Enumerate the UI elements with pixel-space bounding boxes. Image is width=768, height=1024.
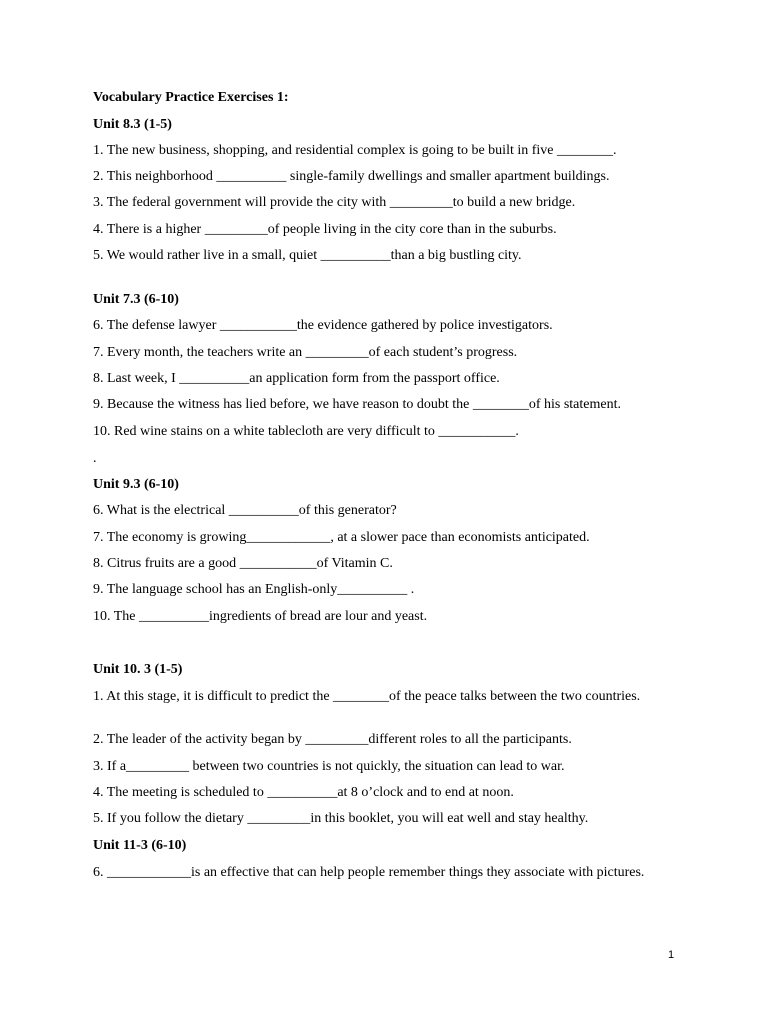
exercise-item: 9. Because the witness has lied before, we have reason to doubt the ________of his statement. xyxy=(93,397,621,412)
exercise-item: 3. The federal government will provide the city with _________to build a new bridge. xyxy=(93,195,576,210)
exercise-item: 8. Last week, I __________an application form from the passport office. xyxy=(93,371,500,386)
exercise-item: 1. At this stage, it is difficult to predict the ________of the peace talks between the two countries. xyxy=(93,689,641,704)
exercise-item: 9. The language school has an English-only__________ . xyxy=(93,582,415,597)
exercise-item: 7. The economy is growing____________, at a slower pace than economists anticipated. xyxy=(93,530,590,545)
exercise-item: 8. Citrus fruits are a good ___________of Vitamin C. xyxy=(93,556,393,571)
section-heading-unit-7-3: Unit 7.3 (6-10) xyxy=(93,292,179,307)
exercise-item: 3. If a_________ between two countries is not quickly, the situation can lead to war. xyxy=(93,759,565,774)
document-title: Vocabulary Practice Exercises 1: xyxy=(93,90,289,105)
section-heading-unit-11-3: Unit 11-3 (6-10) xyxy=(93,838,187,853)
exercise-item: 5. If you follow the dietary _________in this booklet, you will eat well and stay healthy. xyxy=(93,811,589,826)
exercise-item: 7. Every month, the teachers write an _________of each student’s progress. xyxy=(93,345,518,360)
exercise-item: 6. The defense lawyer ___________the evidence gathered by police investigators. xyxy=(93,318,553,333)
exercise-item: 2. This neighborhood __________ single-family dwellings and smaller apartment buildings. xyxy=(93,169,610,184)
exercise-item: 1. The new business, shopping, and residential complex is going to be built in five ________. xyxy=(93,143,617,158)
exercise-item: 4. There is a higher _________of people living in the city core than in the suburbs. xyxy=(93,222,557,237)
exercise-item: 2. The leader of the activity began by _________different roles to all the participants. xyxy=(93,732,572,747)
page-number: 1 xyxy=(668,949,675,961)
exercise-item: 5. We would rather live in a small, quiet __________than a big bustling city. xyxy=(93,248,522,263)
section-heading-unit-8-3: Unit 8.3 (1-5) xyxy=(93,117,172,132)
exercise-item: 4. The meeting is scheduled to __________at 8 o’clock and to end at noon. xyxy=(93,785,514,800)
section-heading-unit-9-3: Unit 9.3 (6-10) xyxy=(93,477,179,492)
exercise-item: 10. The __________ingredients of bread are lour and yeast. xyxy=(93,609,428,624)
exercise-item: 6. ____________is an effective that can help people remember things they associate with pictures. xyxy=(93,865,645,880)
exercise-item: 6. What is the electrical __________of this generator? xyxy=(93,503,397,518)
exercise-item: 10. Red wine stains on a white tablecloth are very difficult to ___________. xyxy=(93,424,519,439)
stray-period: . xyxy=(93,451,97,466)
section-heading-unit-10-3: Unit 10. 3 (1-5) xyxy=(93,662,183,677)
